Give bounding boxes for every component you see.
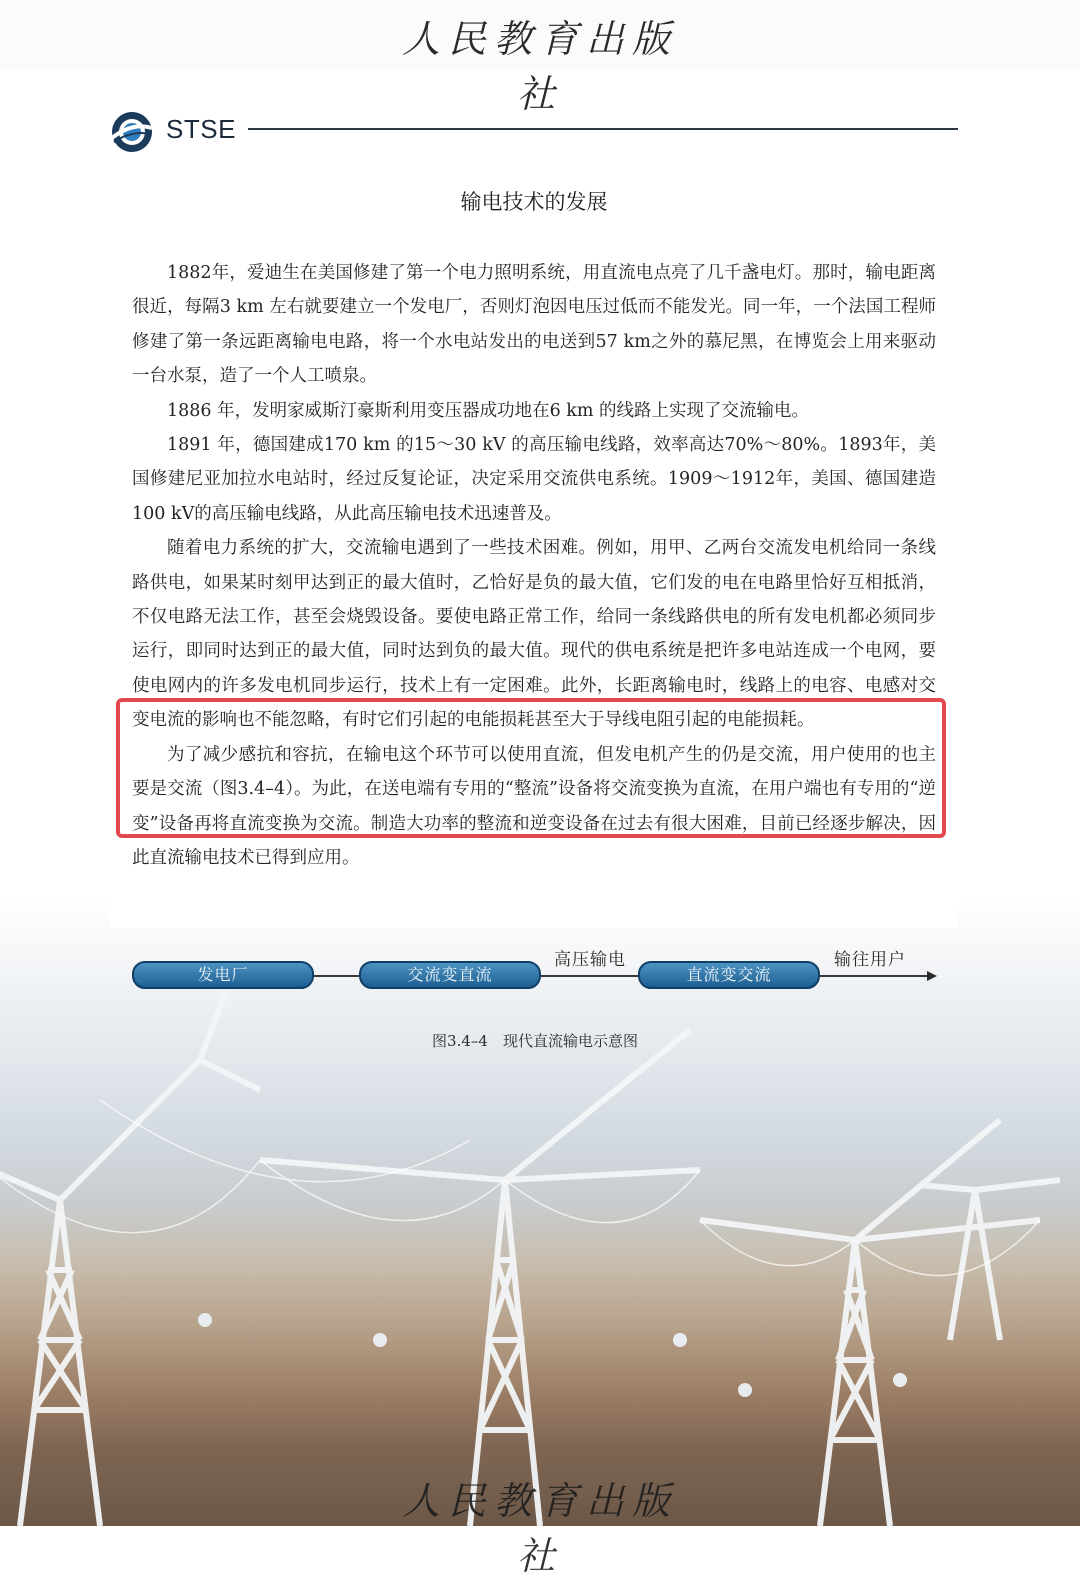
label-to-users: 输往用户 [834, 950, 906, 970]
paragraph: 1886 年，发明家威斯汀豪斯利用变压器成功地在6 km 的线路上实现了交流输电。 [167, 400, 810, 421]
highlight-annotation-box [116, 698, 946, 838]
publisher-watermark-top: 人民教育出版社 [401, 17, 678, 116]
paragraph: 1882年，爱迪生在美国修建了第一个电力照明系统，用直流电点亮了几千盏电灯。那时，输电距离很近，每隔3 km 左右就要建立一个发电厂，否则灯泡因电压过低而不能发光。同一年，一个法国工程师修建了第一条远距离输电电路，将一个水电站发出的电送到57 km之外的慕尼黑，在博览会上用来驱动一台水泵，造了一个人工喷泉。 [132, 263, 936, 387]
paragraph: 随着电力系统的扩大，交流输电遇到了一些技术困难。例如，用甲、乙两台交流发电机给同一条线路供电，如果某时刻甲达到正的最大值时，乙恰好是负的最大值，它们发的电在电路里恰好互相抵消，不仅电路无法工作，甚至会烧毁设备。要使电路正常工作，给同一条线路供电的所有发电机都必须同步运行，即同时达到正的最大值，同时达到负的最大值。现代的供电系统是把许多电站连成一个电网，要使电网内的许多发电机同步运行，技术上有一定困难。此外，长距离输电时，线路上的电容、电感对交变电流的影响也不能忽略，有时它们引起的电能损耗甚至大于导线电阻引起的电能损耗。 [132, 538, 936, 731]
label-hv-transmission: 高压输电 [554, 950, 626, 970]
figure-caption: 图3.4–4 现代直流输电示意图 [432, 1032, 638, 1050]
section-rule [248, 128, 958, 130]
section-label: STSE [166, 114, 236, 144]
transmission-towers-illustration [0, 940, 1080, 1526]
article-title: 输电技术的发展 [460, 190, 608, 214]
node-power-plant: 发电厂 [132, 961, 314, 989]
node-ac-to-dc: 交流变直流 [359, 961, 541, 989]
node-dc-to-ac: 直流变交流 [638, 961, 820, 989]
publisher-watermark-bottom: 人民教育出版社 [401, 1479, 678, 1578]
paragraph: 为了减少感抗和容抗，在输电这个环节可以使用直流，但发电机产生的仍是交流，用户使用的也主要是交流（图3.4–4）。为此，在送电端有专用的“整流”设备将交流变换为直流，在用户端也有专用的“逆变”设备再将直流变换为交流。制造大功率的整流和逆变设备在过去有很大困难，目前已经逐步解决，因此直流输电技术已得到应用。 [132, 744, 936, 868]
stse-globe-icon [108, 108, 156, 156]
paragraph: 1891 年，德国建成170 km 的15～30 kV 的高压输电线路，效率高达70%～80%。1893年，美国修建尼亚加拉水电站时，经过反复论证，决定采用交流供电系统。1909～1912年，美国、德国建造100 kV的高压输电线路，从此高压输电技术迅速普及。 [132, 435, 936, 524]
